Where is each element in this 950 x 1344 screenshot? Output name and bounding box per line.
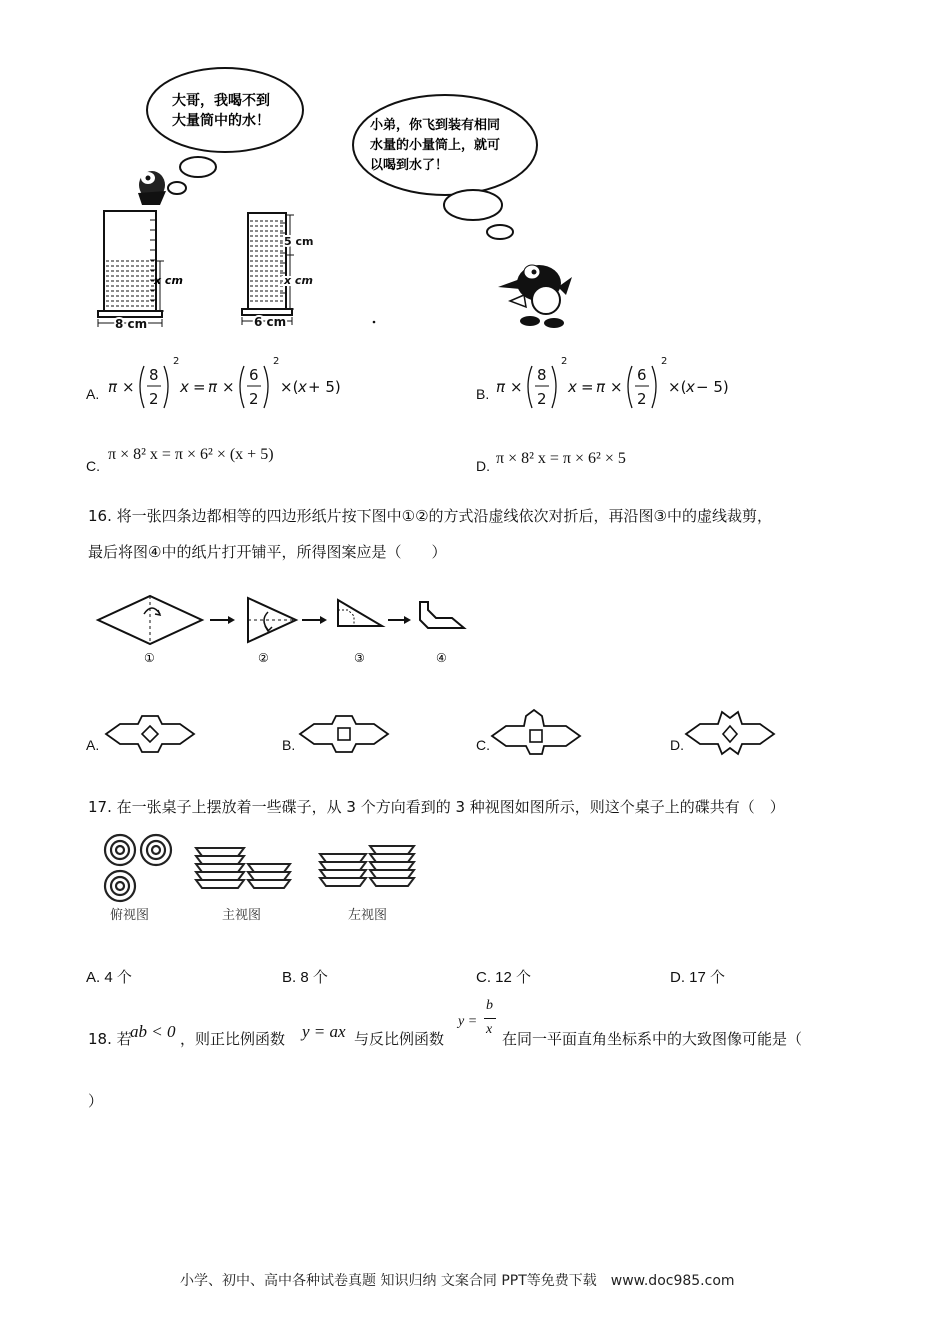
q15-option-d-formula: π × 8² x = π × 6² × 5 [496, 450, 626, 467]
svg-text:+ 5): + 5) [308, 378, 341, 396]
q18-close-paren: ） [88, 1092, 104, 1110]
page-footer: 小学、初中、高中各种试卷真题 知识归纳 文案合同 PPT等免费下载 www.doc985.com [180, 1273, 735, 1289]
q15-option-b-formula [494, 352, 739, 416]
svg-text:×: × [122, 378, 135, 396]
q15-option-b-label: B. [476, 386, 490, 402]
svg-text:=: = [581, 378, 594, 396]
q16-option-c-label: C. [476, 737, 490, 753]
q18-inverse-lhs: y = [458, 1014, 478, 1029]
left-view-label: 左视图 [348, 908, 388, 923]
q17-views-figure [98, 830, 428, 930]
q15-option-a-label: A. [86, 386, 100, 402]
q17-option-a: A. 4 个 [86, 969, 132, 986]
q16-stem-line1: 16. 将一张四条边都相等的四边形纸片按下图中①②的方式沿虚线依次对折后，再沿图③中的虚线裁剪， [88, 507, 772, 525]
bubble-right-line3: 以喝到水了！ [370, 158, 449, 173]
svg-text:2: 2 [637, 390, 647, 408]
q18-linear-function: y = ax [302, 1022, 346, 1041]
bubble-left-line1: 大哥，我喝不到 [172, 93, 270, 109]
q16-option-d-label: D. [670, 737, 684, 753]
q16-option-b-label: B. [282, 737, 296, 753]
q16-option-d-shape [684, 708, 776, 758]
svg-text:=: = [193, 378, 206, 396]
svg-text:2: 2 [661, 356, 668, 367]
q17-option-b: B. 8 个 [282, 969, 328, 986]
svg-text:2: 2 [561, 356, 568, 367]
svg-text:2: 2 [273, 356, 280, 367]
svg-text:π: π [496, 378, 506, 396]
q18-prefix: 18. 若 [88, 1030, 132, 1048]
q18-mid1: ，则正比例函数 [180, 1030, 286, 1048]
bubble-left-line2: 大量筒中的水！ [172, 113, 270, 129]
svg-text:8: 8 [149, 366, 159, 384]
q17-option-c: C. 12 个 [476, 969, 532, 986]
small-cylinder-width-label: 6 cm [254, 315, 287, 329]
svg-text:×(: ×( [668, 378, 687, 396]
big-cylinder-width-label: 8 cm [115, 317, 148, 331]
svg-text:8: 8 [537, 366, 547, 384]
left-view [320, 846, 414, 886]
svg-text:2: 2 [537, 390, 547, 408]
svg-text:2: 2 [173, 356, 180, 367]
q16-step-label-3: ③ [354, 651, 365, 665]
svg-text:×: × [610, 378, 623, 396]
top-view-label: 俯视图 [110, 908, 150, 923]
q18-inverse-denominator: x [486, 1022, 493, 1037]
q18-mid2: 与反比例函数 [354, 1030, 445, 1048]
q16-step-label-2: ② [258, 651, 269, 665]
bubble-right-line1: 小弟，你飞到装有相同 [370, 118, 501, 133]
q15-option-c-label: C. [86, 458, 100, 474]
svg-text:x: x [568, 378, 577, 396]
big-cylinder-height-label: x cm [154, 274, 183, 287]
q16-folding-figure [92, 590, 482, 670]
q16-option-b-shape [298, 712, 390, 756]
svg-text:2: 2 [149, 390, 159, 408]
q17-option-d: D. 17 个 [670, 969, 726, 986]
bubble-right-line2: 水量的小量筒上，就可 [370, 138, 501, 153]
svg-text:x: x [298, 378, 307, 396]
big-cylinder [98, 211, 183, 331]
small-cylinder-top-label: 5 cm [284, 235, 314, 248]
crow-small-icon [138, 171, 166, 205]
q16-stem-line2: 最后将图④中的纸片打开铺平，所得图案应是（ ） [88, 543, 447, 561]
crow-big-icon [498, 265, 572, 328]
svg-text:6: 6 [637, 366, 647, 384]
cylinder-figure [80, 65, 600, 345]
svg-text:2: 2 [249, 390, 259, 408]
q16-option-a-shape [104, 712, 196, 756]
q18-inverse-numerator: b [486, 998, 493, 1013]
q18-condition: ab < 0 [130, 1022, 176, 1041]
q15-option-d-label: D. [476, 458, 490, 474]
svg-text:x: x [686, 378, 695, 396]
svg-text:− 5): − 5) [696, 378, 729, 396]
svg-text:π: π [108, 378, 118, 396]
front-view-label: 主视图 [222, 908, 262, 923]
q16-option-a-label: A. [86, 737, 100, 753]
q16-step-label-1: ① [144, 651, 155, 665]
q16-option-c-shape [490, 708, 582, 758]
svg-text:×(: ×( [280, 378, 299, 396]
small-cylinder [242, 213, 313, 329]
q17-stem: 17. 在一张桌子上摆放着一些碟子，从 3 个方向看到的 3 种视图如图所示，则这个桌子上的碟共有（ ） [88, 798, 785, 816]
top-view [105, 835, 171, 901]
svg-text:π: π [208, 378, 218, 396]
small-cylinder-height-label: x cm [284, 274, 313, 287]
svg-text:π: π [596, 378, 606, 396]
q15-option-c-formula: π × 8² x = π × 6² × (x + 5) [108, 446, 274, 463]
svg-text:x: x [180, 378, 189, 396]
q16-step-label-4: ④ [436, 651, 447, 665]
q15-option-a-formula [106, 352, 351, 416]
front-view [196, 848, 290, 888]
svg-text:×: × [222, 378, 235, 396]
q18-fraction-bar [484, 1018, 496, 1019]
speech-bubble-left [147, 68, 303, 152]
q18-suffix: 在同一平面直角坐标系中的大致图像可能是（ [502, 1030, 803, 1048]
svg-text:×: × [510, 378, 523, 396]
svg-text:6: 6 [249, 366, 259, 384]
